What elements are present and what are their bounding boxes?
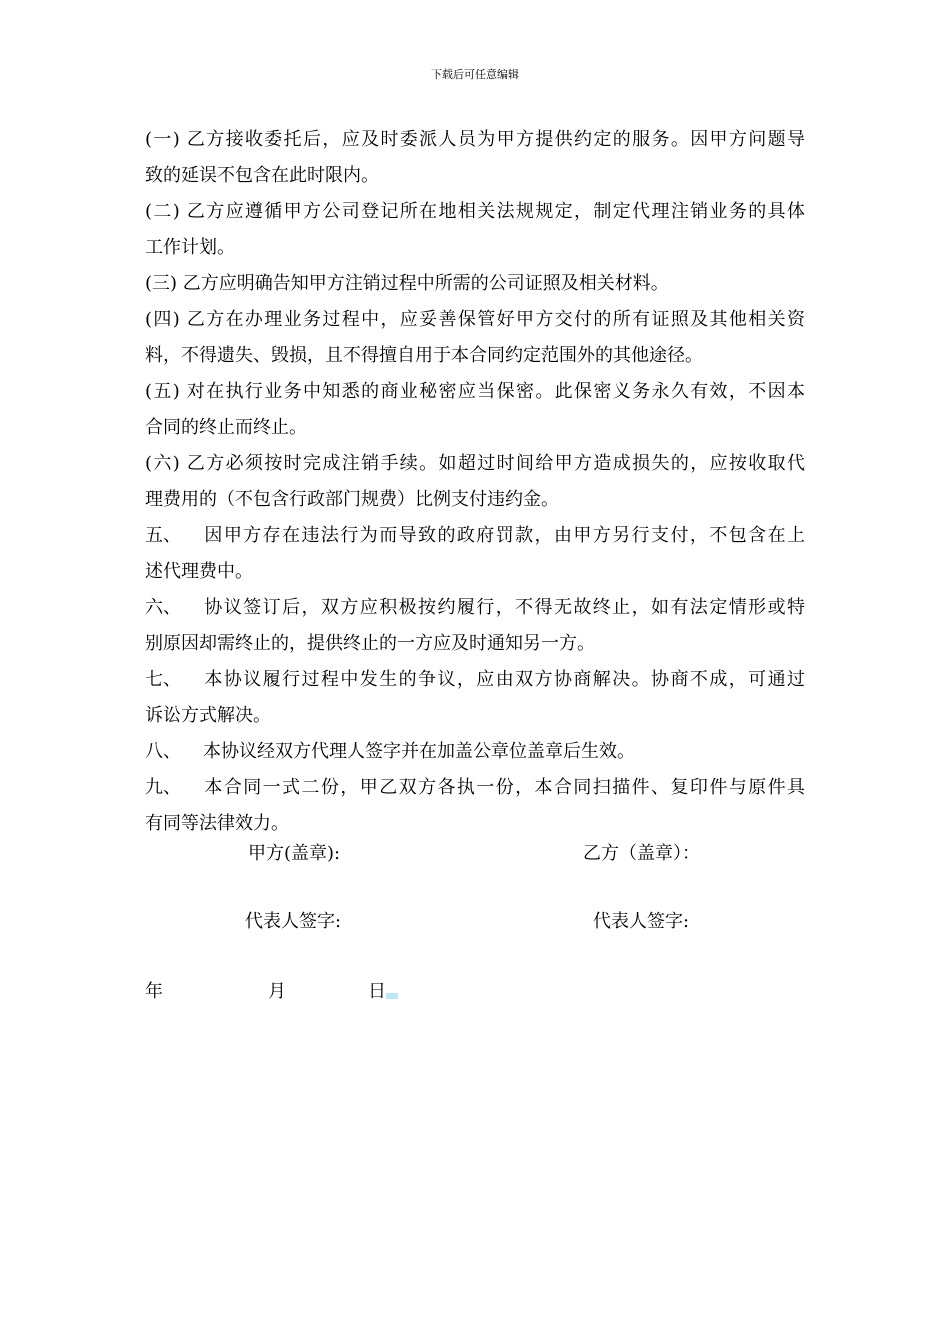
paragraph-text: 别原因却需终止的，提供终止的一方应及时通知另一方。	[145, 633, 595, 654]
party-a-rep-label: 代表人签字:	[245, 911, 342, 932]
paragraph-line	[145, 626, 805, 662]
paragraph-line	[145, 518, 805, 554]
clause-number: 七、	[145, 669, 181, 690]
paragraph-text: 理费用的（不包含行政部门规费）比例支付违约金。	[145, 489, 559, 510]
paragraph-text: 有同等法律效力。	[145, 813, 289, 834]
page-header: 下载后可任意编辑	[431, 68, 519, 81]
paragraph-line	[145, 194, 805, 230]
contract-body	[145, 122, 805, 842]
clause-number: 八、	[145, 741, 181, 762]
paragraph-line	[145, 770, 805, 806]
paragraph-text: 本协议经双方代理人签字并在加盖公章位盖章后生效。	[203, 741, 635, 762]
paragraph-line	[145, 158, 805, 194]
clause-number: 九、	[145, 777, 181, 798]
paragraph-line	[145, 446, 805, 482]
paragraph-text: 因甲方存在违法行为而导致的政府罚款，由甲方另行支付，不包含在上	[203, 525, 805, 546]
paragraph-line	[145, 734, 805, 770]
paragraph-text: (六) 乙方必须按时完成注销手续。如超过时间给甲方造成损失的，应按收取代	[145, 453, 805, 474]
clause-number: 五、	[145, 525, 181, 546]
paragraph-text: (二) 乙方应遵循甲方公司登记所在地相关法规规定，制定代理注销业务的具体	[145, 201, 805, 222]
text-cursor-highlight	[386, 993, 398, 999]
date-year-label: 年	[145, 981, 163, 1002]
paragraph-line	[145, 302, 805, 338]
party-b-seal-label: 乙方（盖章）：	[583, 843, 700, 864]
paragraph-line	[145, 374, 805, 410]
paragraph-text: (一) 乙方接收委托后，应及时委派人员为甲方提供约定的服务。因甲方问题导	[145, 129, 805, 150]
paragraph-text: (四) 乙方在办理业务过程中，应妥善保管好甲方交付的所有证照及其他相关资	[145, 309, 805, 330]
paragraph-text: (五) 对在执行业务中知悉的商业秘密应当保密。此保密义务永久有效，不因本	[145, 381, 805, 402]
paragraph-text: 工作计划。	[145, 237, 235, 258]
date-month-label: 月	[268, 981, 286, 1002]
paragraph-text: 述代理费中。	[145, 561, 253, 582]
party-a-seal-label: 甲方(盖章):	[248, 843, 341, 864]
paragraph-text: (三) 乙方应明确告知甲方注销过程中所需的公司证照及相关材料。	[145, 273, 669, 294]
paragraph-line	[145, 230, 805, 266]
paragraph-text: 协议签订后，双方应积极按约履行，不得无故终止，如有法定情形或特	[203, 597, 805, 618]
paragraph-line	[145, 590, 805, 626]
paragraph-line	[145, 554, 805, 590]
paragraph-text: 致的延误不包含在此时限内。	[145, 165, 379, 186]
paragraph-text: 合同的终止而终止。	[145, 417, 307, 438]
paragraph-text: 本合同一式二份，甲乙双方各执一份，本合同扫描件、复印件与原件具	[203, 777, 805, 798]
clause-number: 六、	[145, 597, 181, 618]
paragraph-line	[145, 122, 805, 158]
paragraph-line	[145, 482, 805, 518]
paragraph-line	[145, 410, 805, 446]
party-b-rep-label: 代表人签字:	[593, 911, 690, 932]
paragraph-line	[145, 662, 805, 698]
paragraph-line	[145, 806, 805, 842]
paragraph-text: 诉讼方式解决。	[145, 705, 271, 726]
paragraph-line	[145, 698, 805, 734]
paragraph-line	[145, 266, 805, 302]
paragraph-line	[145, 338, 805, 374]
paragraph-text: 本协议履行过程中发生的争议，应由双方协商解决。协商不成，可通过	[203, 669, 805, 690]
paragraph-text: 料，不得遗失、毁损，且不得擅自用于本合同约定范围外的其他途径。	[145, 345, 703, 366]
date-day-label: 日	[368, 981, 386, 1002]
